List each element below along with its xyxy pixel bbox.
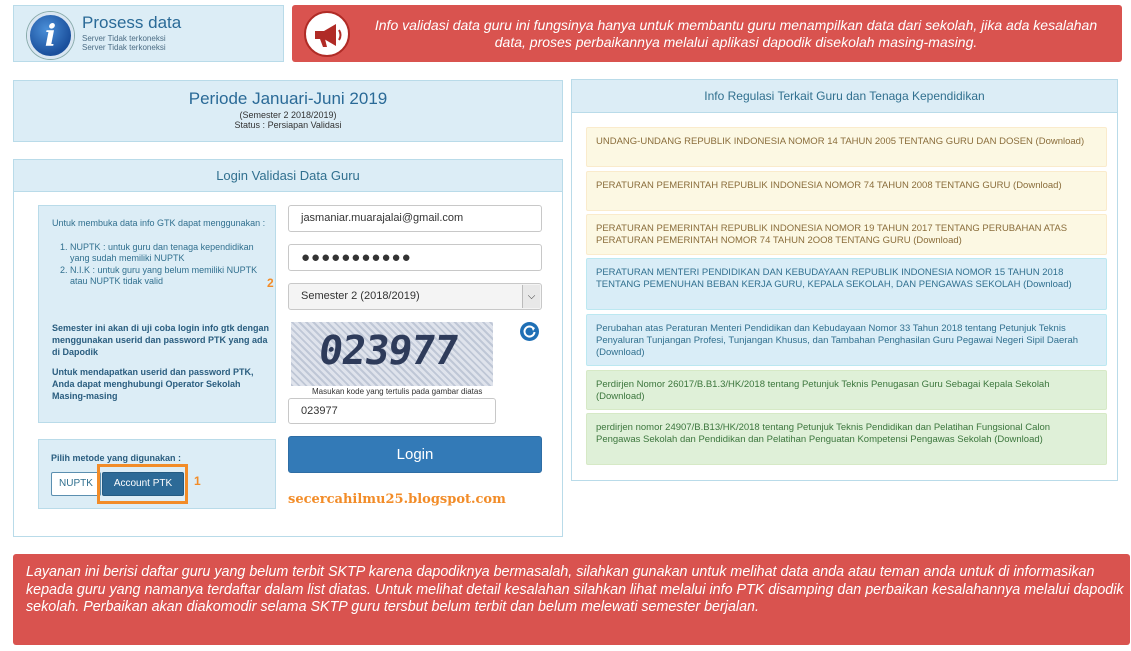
method-nuptk-button[interactable]: NUPTK: [51, 472, 101, 496]
help-intro: Untuk membuka data info GTK dapat menggunakan :: [52, 218, 266, 228]
top-notice-text: Info validasi data guru ini fungsinya hanya untuk membantu guru menampilkan data dari sekolah, jika ada kesalahan data, proses perbaikannya melalui aplikasi dapodik disekolah masing-masing.: [374, 17, 1098, 50]
help-list: [70, 242, 262, 288]
help-note-1: Semester ini akan di uji coba login info gtk dengan menggunakan userid dan password PTK yang ada di Dapodik: [52, 323, 270, 357]
server-status-2: Server Tidak terkoneksi: [82, 43, 166, 52]
help-item-nuptk: 1. NUPTK : untuk guru dan tenaga kependidikan yang sudah memiliki NUPTK: [70, 242, 262, 264]
regulasi-item[interactable]: UNDANG-UNDANG REPUBLIK INDONESIA NOMOR 14 TAHUN 2005 TENTANG GURU DAN DOSEN (Download): [586, 127, 1107, 167]
regulasi-item[interactable]: Perubahan atas Peraturan Menteri Pendidikan dan Kebudayaan Nomor 33 Tahun 2018 tentang Petunjuk Teknis Penyaluran Tunjangan Profesi, Tunjangan Khusus, dan Tambahan Penghasilan Guru Pegawai Negeri Sipil Daerah (Download): [586, 314, 1107, 366]
captcha-input[interactable]: 023977: [288, 398, 496, 424]
periode-semester: (Semester 2 2018/2019): [239, 110, 337, 120]
periode-box: [13, 80, 563, 142]
help-item-nik: 2. N.I.K : untuk guru yang belum memiliki NUPTK atau NUPTK tidak valid: [70, 265, 262, 287]
info-icon: i: [27, 12, 74, 59]
semester-select-value: Semester 2 (2018/2019): [301, 290, 420, 302]
email-field[interactable]: jasmaniar.muarajalai@gmail.com: [288, 205, 542, 232]
refresh-captcha-icon[interactable]: [520, 322, 539, 341]
regulasi-item[interactable]: PERATURAN PEMERINTAH REPUBLIK INDONESIA NOMOR 19 TAHUN 2017 TENTANG PERUBAHAN ATAS PERATURAN PEMERINTAH NOMOR 74 TAHUN 2OO8 TENTANG GURU (Download): [586, 214, 1107, 255]
server-status-1: Server Tidak terkoneksi: [82, 34, 166, 43]
regulasi-header: Info Regulasi Terkait Guru dan Tenaga Kependidikan: [572, 80, 1117, 113]
captcha-code: 023977: [315, 328, 461, 374]
bottom-notice: [13, 554, 1130, 645]
method-account-ptk-button[interactable]: Account PTK: [102, 472, 184, 496]
regulasi-item[interactable]: PERATURAN MENTERI PENDIDIKAN DAN KEBUDAYAAN REPUBLIK INDONESIA NOMOR 15 TAHUN 2018 TENTANG PEMENUHAN BEBAN KERJA GURU, KEPALA SEKOLAH, DAN PENGAWAS SEKOLAH (Download): [586, 258, 1107, 310]
bottom-notice-text: Layanan ini berisi daftar guru yang belum terbit SKTP karena dapodiknya bermasalah, silahkan gunakan untuk melihat data anda atau teman anda untuk di informasikan kepada guru yang namanya terdaftar dalam list diatas. Untuk melihat detail kesalahan silahkan lihat melalui info PTK disamping dan perbaikan kesalahannya melalui dapodik sekolah. Perbaikan akan diakomodir selama SKTP guru tersbut belum terbit dan belum melewati semester berjalan.: [26, 564, 1124, 615]
periode-title: Periode Januari-Juni 2019: [188, 89, 388, 108]
prosess-title: Prosess data: [82, 13, 182, 32]
help-note-2: Untuk mendapatkan userid dan password PTK, Anda dapat menghubungi Operator Sekolah Masing-masing: [52, 367, 254, 401]
password-field[interactable]: ●●●●●●●●●●●: [288, 244, 542, 271]
login-panel-header: Login Validasi Data Guru: [14, 160, 562, 192]
login-button[interactable]: Login: [288, 436, 542, 473]
semester-select[interactable]: [288, 283, 542, 310]
regulasi-item[interactable]: perdirjen nomor 24907/B.B13/HK/2018 tentang Petunjuk Teknis Pendidikan dan Pelatihan Fungsional Calon Pengawas Sekolah dan Pendidikan dan Pelatihan Penguatan Kompetensi Pengawas Sekolah (Download): [586, 413, 1107, 465]
regulasi-item[interactable]: Perdirjen Nomor 26017/B.B1.3/HK/2018 tentang Petunjuk Teknis Penugasan Guru Sebagai Kepala Sekolah (Download): [586, 370, 1107, 410]
periode-status: Status : Persiapan Validasi: [234, 120, 342, 130]
captcha-image: [291, 322, 493, 386]
regulasi-panel: [571, 79, 1118, 481]
prosess-data-box: [13, 5, 284, 62]
marker-1: 1: [194, 474, 201, 488]
captcha-caption: Masukan kode yang tertulis pada gambar diatas: [312, 387, 483, 396]
chevron-down-icon[interactable]: ⌵: [522, 285, 540, 308]
method-label: Pilih metode yang digunakan :: [51, 453, 182, 463]
marker-2: 2: [267, 276, 274, 290]
megaphone-icon: [304, 11, 350, 57]
login-help-box: [38, 205, 276, 423]
watermark-text: secercahilmu25.blogspot.com: [288, 492, 506, 507]
highlight-box: [97, 464, 188, 504]
regulasi-item[interactable]: PERATURAN PEMERINTAH REPUBLIK INDONESIA NOMOR 74 TAHUN 2008 TENTANG GURU (Download): [586, 171, 1107, 211]
top-notice: [292, 5, 1122, 62]
